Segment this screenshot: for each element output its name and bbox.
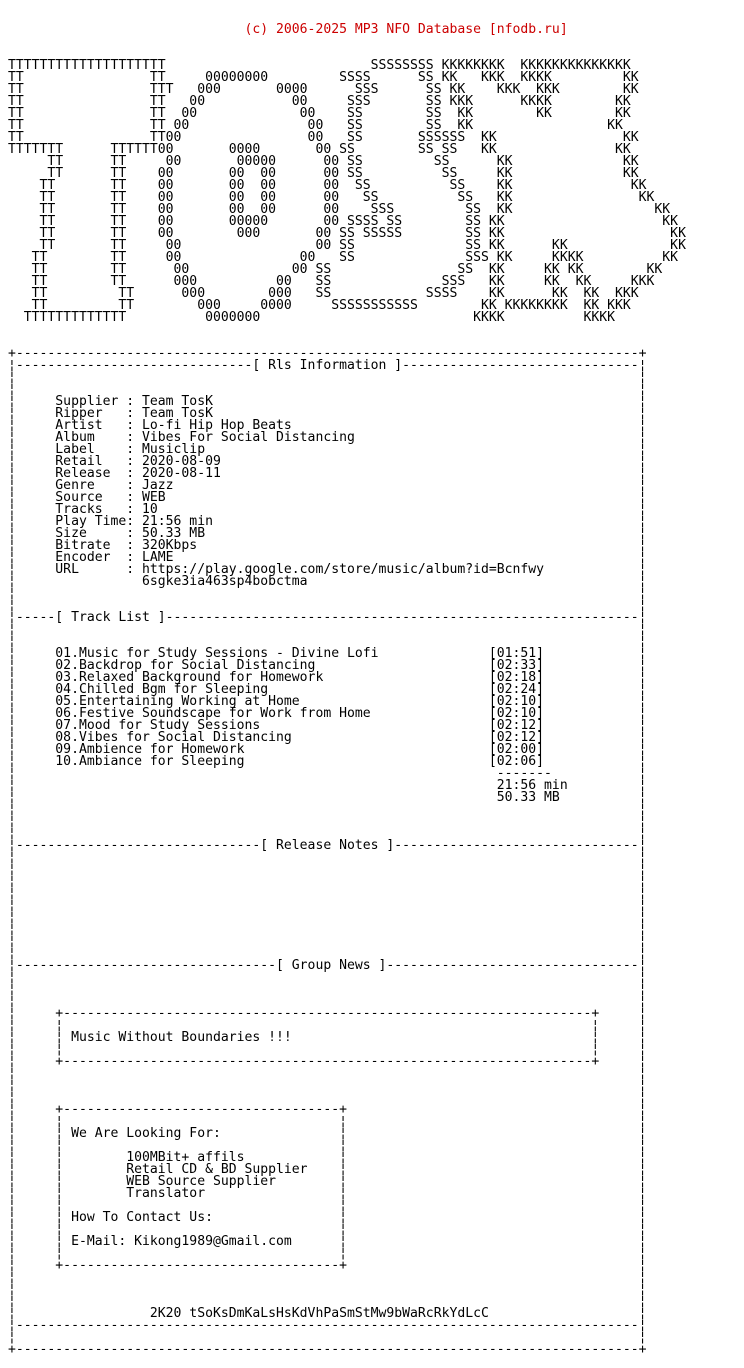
credit-header: (c) 2006-2025 MP3 NFO Database [nfodb.ru] — [8, 22, 568, 37]
ascii-art-line: TT TT 000 000 SS SSSS KK KK KK KKK — [8, 286, 639, 301]
nfo-line: ¦ ¦ Retail CD & BD Supplier ¦ ¦ — [8, 1162, 647, 1177]
release-info-field: ¦ Label : Musiclip ¦ — [8, 442, 647, 457]
nfo-line: ¦ ¦ — [8, 946, 647, 961]
track-list-item: ¦ 03.Relaxed Background for Homework [02:18] ¦ — [8, 670, 647, 685]
release-info-field: ¦ Source : WEB ¦ — [8, 490, 647, 505]
track-list-item: ¦ 08.Vibes for Social Distancing [02:12] ¦ — [8, 730, 647, 745]
ascii-art-line: TTTTTTT TTTTTT00 0000 00 SS SS SS KK KK — [8, 142, 631, 157]
release-info-field: ¦ Bitrate : 320Kbps ¦ — [8, 538, 647, 553]
ascii-art-line: TT TT 00 00 SS SSS KK KKKK KK — [8, 250, 679, 265]
release-info-field: ¦ Tracks : 10 ¦ — [8, 502, 647, 517]
track-list-item: ¦ 02.Backdrop for Social Distancing [02:33] ¦ — [8, 658, 647, 673]
nfo-line: +-------------------------------------------------------------------------------+ — [8, 346, 647, 361]
track-list-item: ¦ 07.Mood for Study Sessions [02:12] ¦ — [8, 718, 647, 733]
nfo-line: ¦ +-----------------------------------+ ¦ — [8, 1258, 647, 1273]
release-info-field: ¦ Artist : Lo-fi Hip Hop Beats ¦ — [8, 418, 647, 433]
ascii-art-line: TT TT 00000000 SSSS SS KK KKK KKKK KK — [8, 70, 639, 85]
nfo-line: ¦ ¦ — [8, 1066, 647, 1081]
release-info-field: ¦ Retail : 2020-08-09 ¦ — [8, 454, 647, 469]
nfo-line: ¦ ------- ¦ — [8, 766, 647, 781]
ascii-art-line: TT TTT 000 0000 SSS SS KK KKK KKK KK — [8, 82, 639, 97]
track-list-item: ¦ 10.Ambiance for Sleeping [02:06] ¦ — [8, 754, 647, 769]
ascii-logo-art — [8, 60, 686, 324]
ascii-art-line: TTTTTTTTTTTTTTTTTTTT SSSSSSSS KKKKKKKK KKKKKKKKKKKKKK — [8, 58, 631, 73]
track-list-item: ¦ 05.Entertaining Working at Home [02:10] ¦ — [8, 694, 647, 709]
nfo-line: ¦ ¦ — [8, 970, 647, 985]
ascii-art-line: TT TT 00 000 00 SS SSSSS SS KK KK — [8, 226, 686, 241]
track-list-item: ¦ 06.Festive Soundscape for Work from Home [02:10] ¦ — [8, 706, 647, 721]
release-info-field: ¦ Release : 2020-08-11 ¦ — [8, 466, 647, 481]
ascii-art-line: TT TT 00 00000 00 SSSS SS SS KK KK — [8, 214, 679, 229]
nfo-line: ¦ ¦ — [8, 1090, 647, 1105]
nfo-line: ¦ ¦ — [8, 802, 647, 817]
nfo-document — [8, 0, 686, 1368]
nfo-line: ¦ ¦ — [8, 994, 647, 1009]
nfo-line: ¦ ¦ ¦ ¦ — [8, 1042, 647, 1057]
nfo-line: ¦-------------------------------------------------------------------------------¦ — [8, 1318, 647, 1333]
release-info-field: ¦ Album : Vibes For Social Distancing ¦ — [8, 430, 647, 445]
section-header-rls-information: ¦------------------------------[ Rls Information ]------------------------------¦ — [8, 358, 647, 373]
nfo-line: ¦ +-------------------------------------------------------------------+ ¦ — [8, 1054, 647, 1069]
nfo-line: ¦ ¦ — [8, 586, 647, 601]
section-header-release-notes: ¦-------------------------------[ Release Notes ]-------------------------------¦ — [8, 838, 647, 853]
nfo-line: ¦ +-------------------------------------------------------------------+ ¦ — [8, 1006, 647, 1021]
nfo-line: ¦ 6sgke3ia463sp4bobctma ¦ — [8, 574, 647, 589]
release-info-field: ¦ Encoder : LAME ¦ — [8, 550, 647, 565]
nfo-line: ¦ ¦ ¦ ¦ — [8, 1246, 647, 1261]
track-list-item: ¦ 01.Music for Study Sessions - Divine Lofi [01:51] ¦ — [8, 646, 647, 661]
nfo-line: ¦ ¦ — [8, 898, 647, 913]
ascii-art-line: TT TT 000 0000 SSSSSSSSSSS KK KKKKKKKK KK KKK — [8, 298, 631, 313]
nfo-line: ¦ ¦ — [8, 886, 647, 901]
nfo-line: ¦ ¦ How To Contact Us: ¦ ¦ — [8, 1210, 647, 1225]
nfo-line: ¦ 2K20 tSoKsDmKaLsHsKdVhPaSmStMw9bWaRcRkYdLcC ¦ — [8, 1306, 647, 1321]
nfo-line: ¦ ¦ — [8, 634, 647, 649]
nfo-line: ¦ +-----------------------------------+ ¦ — [8, 1102, 647, 1117]
release-info-field: ¦ URL : https://play.google.com/store/music/album?id=Bcnfwy ¦ — [8, 562, 647, 577]
nfo-line: ¦ ¦ — [8, 934, 647, 949]
nfo-line: ¦ ¦ — [8, 370, 647, 385]
ascii-art-line: TT TT 00 00 00 00 SS SS KK KK — [8, 178, 647, 193]
nfo-line: ¦ ¦ We Are Looking For: ¦ ¦ — [8, 1126, 647, 1141]
nfo-line: ¦ ¦ — [8, 1330, 647, 1345]
nfo-line: ¦ ¦ — [8, 1282, 647, 1297]
nfo-line: ¦ ¦ — [8, 598, 647, 613]
ascii-art-line: TT TT 00 00000 00 SS SS KK KK — [8, 154, 639, 169]
ascii-art-line: TT TT 00 00 00 00 SSS SS KK KK — [8, 202, 671, 217]
nfo-line: ¦ ¦ — [8, 874, 647, 889]
section-header-track-list: ¦-----[ Track List ]------------------------------------------------------------¦ — [8, 610, 647, 625]
ascii-art-line: TT TT 00 00 00 00 SS SS KK KK — [8, 190, 655, 205]
ascii-art-line: TT TT 00 00 SS SS KK KK — [8, 118, 623, 133]
nfo-line: ¦ 21:56 min ¦ — [8, 778, 647, 793]
ascii-art-line: TT TT 00 00 00 00 SS SS KK KK — [8, 166, 639, 181]
release-info-field: ¦ Ripper : Team TosK ¦ — [8, 406, 647, 421]
nfo-line: +-------------------------------------------------------------------------------+ — [8, 1342, 647, 1357]
nfo-line: ¦ ¦ Translator ¦ ¦ — [8, 1186, 647, 1201]
nfo-line: ¦ ¦ — [8, 1294, 647, 1309]
nfo-line: ¦ ¦ — [8, 910, 647, 925]
nfo-line: ¦ ¦ — [8, 922, 647, 937]
nfo-line: ¦ ¦ ¦ ¦ — [8, 1198, 647, 1213]
nfo-line: ¦ ¦ — [8, 982, 647, 997]
track-list-item: ¦ 09.Ambience for Homework [02:00] ¦ — [8, 742, 647, 757]
release-info-field: ¦ Genre : Jazz ¦ — [8, 478, 647, 493]
nfo-line: ¦ ¦ ¦ ¦ — [8, 1138, 647, 1153]
nfo-body — [8, 348, 686, 1356]
ascii-art-line: TT TT 00 00 SS SS KK KK KK KK — [8, 262, 663, 277]
nfo-line: ¦ ¦ 100MBit+ affils ¦ ¦ — [8, 1150, 647, 1165]
nfo-line: ¦ ¦ — [8, 1078, 647, 1093]
section-header-group-news: ¦---------------------------------[ Group News ]--------------------------------¦ — [8, 958, 647, 973]
ascii-art-line: TT TT 000 00 SS SSS KK KK KK KKK — [8, 274, 655, 289]
nfo-line: ¦ ¦ ¦ ¦ — [8, 1018, 647, 1033]
release-info-field: ¦ Size : 50.33 MB ¦ — [8, 526, 647, 541]
release-info-field: ¦ Supplier : Team TosK ¦ — [8, 394, 647, 409]
nfo-line: ¦ ¦ — [8, 826, 647, 841]
nfo-line: ¦ ¦ ¦ ¦ — [8, 1222, 647, 1237]
nfo-line: ¦ ¦ WEB Source Supplier ¦ ¦ — [8, 1174, 647, 1189]
nfo-line: ¦ ¦ — [8, 1270, 647, 1285]
nfo-line: ¦ ¦ — [8, 622, 647, 637]
track-list-item: ¦ 04.Chilled Bgm for Sleeping [02:24] ¦ — [8, 682, 647, 697]
nfo-line: ¦ 50.33 MB ¦ — [8, 790, 647, 805]
ascii-art-line: TT TT 00 00 SS SS KK KK KK — [8, 106, 631, 121]
ascii-art-line: TT TT00 00 SS SSSSSS KK KK — [8, 130, 639, 145]
ascii-art-line: TT TT 00 00 SS SS KK KK KK — [8, 238, 686, 253]
nfo-line: ¦ ¦ E-Mail: Kikong1989@Gmail.com ¦ ¦ — [8, 1234, 647, 1249]
nfo-line: ¦ ¦ Music Without Boundaries !!! ¦ ¦ — [8, 1030, 647, 1045]
nfo-line: ¦ Play Time: 21:56 min ¦ — [8, 514, 647, 529]
nfo-line: ¦ ¦ — [8, 382, 647, 397]
nfo-line: ¦ ¦ — [8, 814, 647, 829]
nfo-line: ¦ ¦ ¦ ¦ — [8, 1114, 647, 1129]
nfo-line: ¦ ¦ — [8, 862, 647, 877]
ascii-art-line: TTTTTTTTTTTTT 0000000 KKKK KKKK — [8, 310, 615, 325]
nfo-line: ¦ ¦ — [8, 850, 647, 865]
ascii-art-line: TT TT 00 00 SSS SS KKK KKKK KK — [8, 94, 631, 109]
